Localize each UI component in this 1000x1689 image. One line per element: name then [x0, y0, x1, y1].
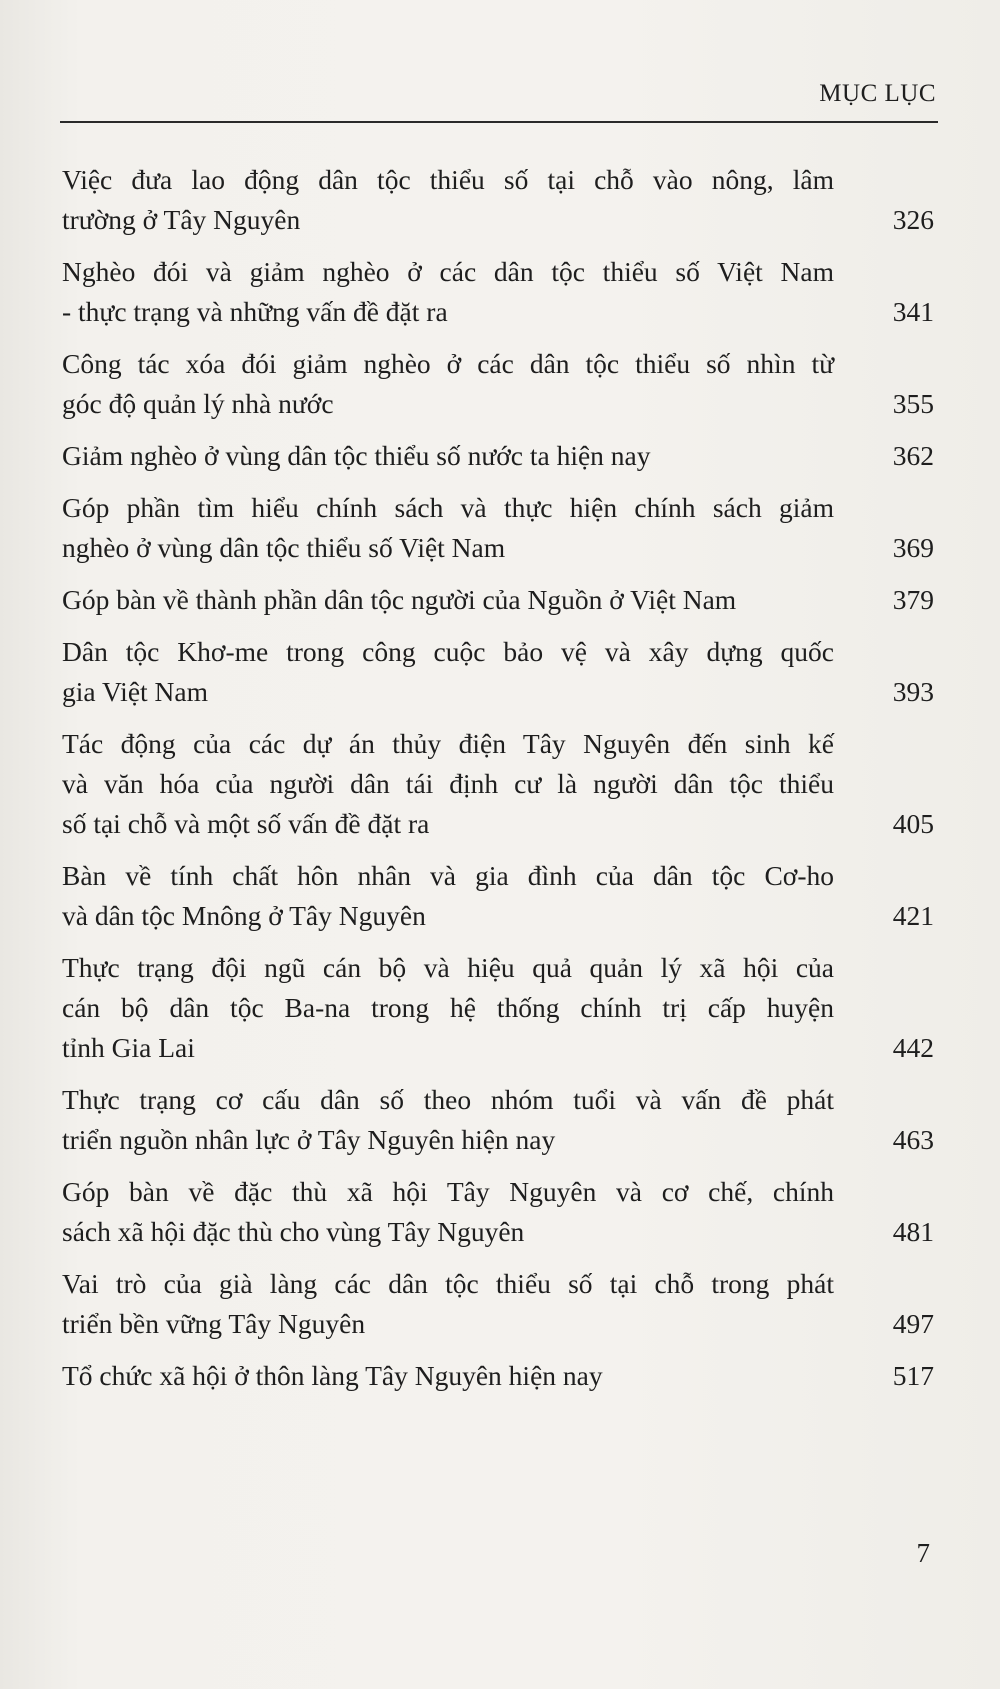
toc-entry — [62, 632, 934, 712]
toc-entry-title-line: Góp phần tìm hiểu chính sách và thực hiện chính sách giảm — [62, 492, 834, 523]
toc-entry-page-number: 355 — [892, 388, 934, 419]
header-rule — [60, 121, 938, 123]
toc-entry-title-line: nghèo ở vùng dân tộc thiểu số Việt Nam — [62, 532, 506, 563]
toc-entry-title-line: Bàn về tính chất hôn nhân và gia đình của dân tộc Cơ-ho — [62, 860, 834, 891]
toc-entry-title-line: Thực trạng cơ cấu dân số theo nhóm tuổi và vấn đề phát — [62, 1084, 834, 1115]
toc-entry — [62, 252, 934, 332]
toc-entry — [62, 856, 934, 936]
toc-entry-title-line: Góp bàn về đặc thù xã hội Tây Nguyên và cơ chế, chính — [62, 1176, 834, 1207]
toc-entry-title-line: gia Việt Nam — [62, 676, 208, 707]
toc-entry — [62, 160, 934, 240]
toc-entry-title-line: triển bền vững Tây Nguyên — [62, 1308, 366, 1339]
toc-entry-title-line: Vai trò của già làng các dân tộc thiểu số tại chỗ trong phát — [62, 1268, 834, 1299]
toc-entry-page-number: 379 — [892, 584, 934, 615]
toc-entry — [62, 1172, 934, 1252]
toc-entry-title-line: Thực trạng đội ngũ cán bộ và hiệu quả quản lý xã hội của — [62, 952, 834, 983]
toc-entry-title-line: và văn hóa của người dân tái định cư là người dân tộc thiểu — [62, 768, 834, 799]
toc-entry — [62, 724, 934, 844]
toc-entry-title-line: Góp bàn về thành phần dân tộc người của Nguồn ở Việt Nam — [62, 584, 737, 615]
toc-entry — [62, 436, 934, 476]
toc-entry — [62, 1356, 934, 1396]
toc-entry-page-number: 341 — [892, 296, 934, 327]
toc-entry-title-line: Tổ chức xã hội ở thôn làng Tây Nguyên hiện nay — [62, 1360, 603, 1391]
toc-entry-title-line: cán bộ dân tộc Ba-na trong hệ thống chính trị cấp huyện — [62, 992, 834, 1023]
toc-entry-title-line: - thực trạng và những vấn đề đặt ra — [62, 296, 448, 327]
toc-entry-page-number: 405 — [892, 808, 934, 839]
toc-entry-title-line: góc độ quản lý nhà nước — [62, 388, 334, 419]
toc-entry — [62, 948, 934, 1068]
toc-entry — [62, 488, 934, 568]
toc-entry-title-line: và dân tộc Mnông ở Tây Nguyên — [62, 900, 426, 931]
toc-entry-page-number: 517 — [892, 1360, 934, 1391]
toc-entry — [62, 1080, 934, 1160]
toc-entry-title-line: Giảm nghèo ở vùng dân tộc thiểu số nước ta hiện nay — [62, 440, 651, 471]
toc-entry — [62, 344, 934, 424]
toc-entry-title-line: số tại chỗ và một số vấn đề đặt ra — [62, 808, 430, 839]
page-number: 7 — [916, 1538, 930, 1568]
toc-entry-page-number: 369 — [892, 532, 934, 563]
toc-entry-title-line: triển nguồn nhân lực ở Tây Nguyên hiện nay — [62, 1124, 556, 1155]
toc-entry-page-number: 463 — [892, 1124, 934, 1155]
toc-entry-title-line: Nghèo đói và giảm nghèo ở các dân tộc thiểu số Việt Nam — [62, 256, 834, 287]
toc-entry-page-number: 442 — [892, 1032, 934, 1063]
toc-entry-title-line: trường ở Tây Nguyên — [62, 204, 301, 235]
toc-entry-title-line: Việc đưa lao động dân tộc thiểu số tại chỗ vào nông, lâm — [62, 164, 834, 195]
toc-entry-page-number: 481 — [892, 1216, 934, 1247]
toc-entry-title-line: tỉnh Gia Lai — [62, 1032, 195, 1063]
toc-entry-title-line: sách xã hội đặc thù cho vùng Tây Nguyên — [62, 1216, 525, 1247]
page-header-title: MỤC LỤC — [819, 80, 936, 107]
toc-entry-page-number: 497 — [892, 1308, 934, 1339]
toc-entry — [62, 1264, 934, 1344]
toc-entry-title-line: Dân tộc Khơ-me trong công cuộc bảo vệ và xây dựng quốc — [62, 636, 834, 667]
toc-entry — [62, 580, 934, 620]
toc-entry-page-number: 393 — [892, 676, 934, 707]
toc-entry-title-line: Công tác xóa đói giảm nghèo ở các dân tộc thiểu số nhìn từ — [62, 348, 834, 379]
toc-entry-page-number: 362 — [892, 440, 934, 471]
toc-entry-page-number: 421 — [892, 900, 934, 931]
toc-entry-page-number: 326 — [892, 204, 934, 235]
table-of-contents — [62, 160, 934, 1408]
toc-entry-title-line: Tác động của các dự án thủy điện Tây Nguyên đến sinh kế — [62, 728, 834, 759]
